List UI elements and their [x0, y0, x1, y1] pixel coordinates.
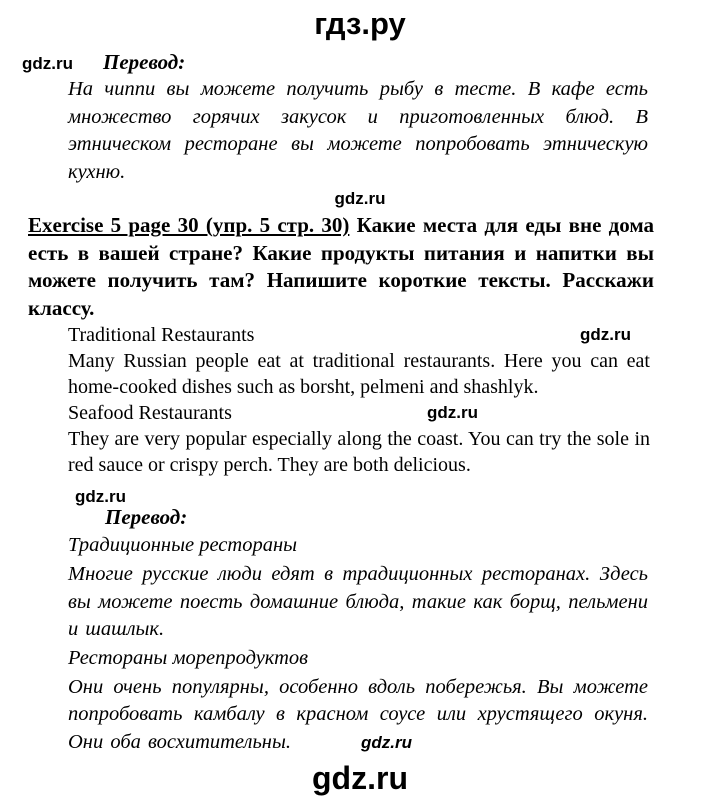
gdz-watermark: gdz.ru [360, 732, 412, 752]
translation-label-row [22, 50, 720, 74]
answer-paragraph-1: Many Russian people eat at traditional restaurants. Here you can eat home-cooked dishes such as borsht, pelmeni and shashlyk. [68, 350, 650, 398]
translation-label: Перевод: [103, 50, 186, 74]
gdz-watermark: gdz.ru [75, 487, 126, 506]
watermark-row [75, 487, 720, 506]
gdz-watermark: gdz.ru [580, 325, 631, 344]
site-brand-footer: gdz.ru [312, 760, 408, 796]
watermark-row [0, 189, 720, 209]
answer-heading-row [68, 402, 650, 425]
gdz-watermark: gdz.ru [334, 189, 386, 208]
exercise-task: Какие места для еды вне дома есть в вашей стране? Какие продукты питания и напитки вы можете получить там? Напишите короткие тексты. Расскажи классу. [28, 213, 655, 320]
translation-paragraph-2: Они очень популярны, особенно вдоль побережья. Вы можете попробовать камбалу в красном соусе или хрустящего окуня. Они оба восхитительны. [68, 675, 648, 753]
translation-label: Перевод: [105, 505, 188, 529]
translation-paragraph-1: Многие русские люди едят в традиционных ресторанах. Здесь вы можете поесть домашние блюда, такие как борщ, пельмени и шашлык. [68, 563, 648, 640]
answer-heading-1: Traditional Restaurants [68, 324, 255, 346]
translation-heading-1: Традиционные рестораны [68, 534, 297, 556]
answer-paragraph-2: They are very popular especially along the coast. You can try the sole in red sauce or crispy perch. They are both delicious. [68, 428, 650, 476]
answer-heading-2: Seafood Restaurants [68, 402, 232, 424]
translation-paragraph-top: На чиппи вы можете получить рыбу в тесте. В кафе есть множество горячих закусок и приготовленных блюд. В этническом ресторане вы можете попробовать этническую кухню. [68, 78, 648, 183]
gdz-watermark: gdz.ru [22, 54, 73, 73]
exercise-block [28, 212, 654, 322]
exercise-title: Exercise 5 page 30 (упр. 5 стр. 30) [28, 213, 350, 237]
translation-heading-2: Рестораны морепродуктов [68, 646, 309, 669]
site-brand-header: гдз.ру [314, 6, 406, 41]
answer-heading-row [68, 324, 650, 347]
gdz-watermark: gdz.ru [427, 403, 478, 422]
translation-paragraph-2-block [68, 674, 648, 757]
